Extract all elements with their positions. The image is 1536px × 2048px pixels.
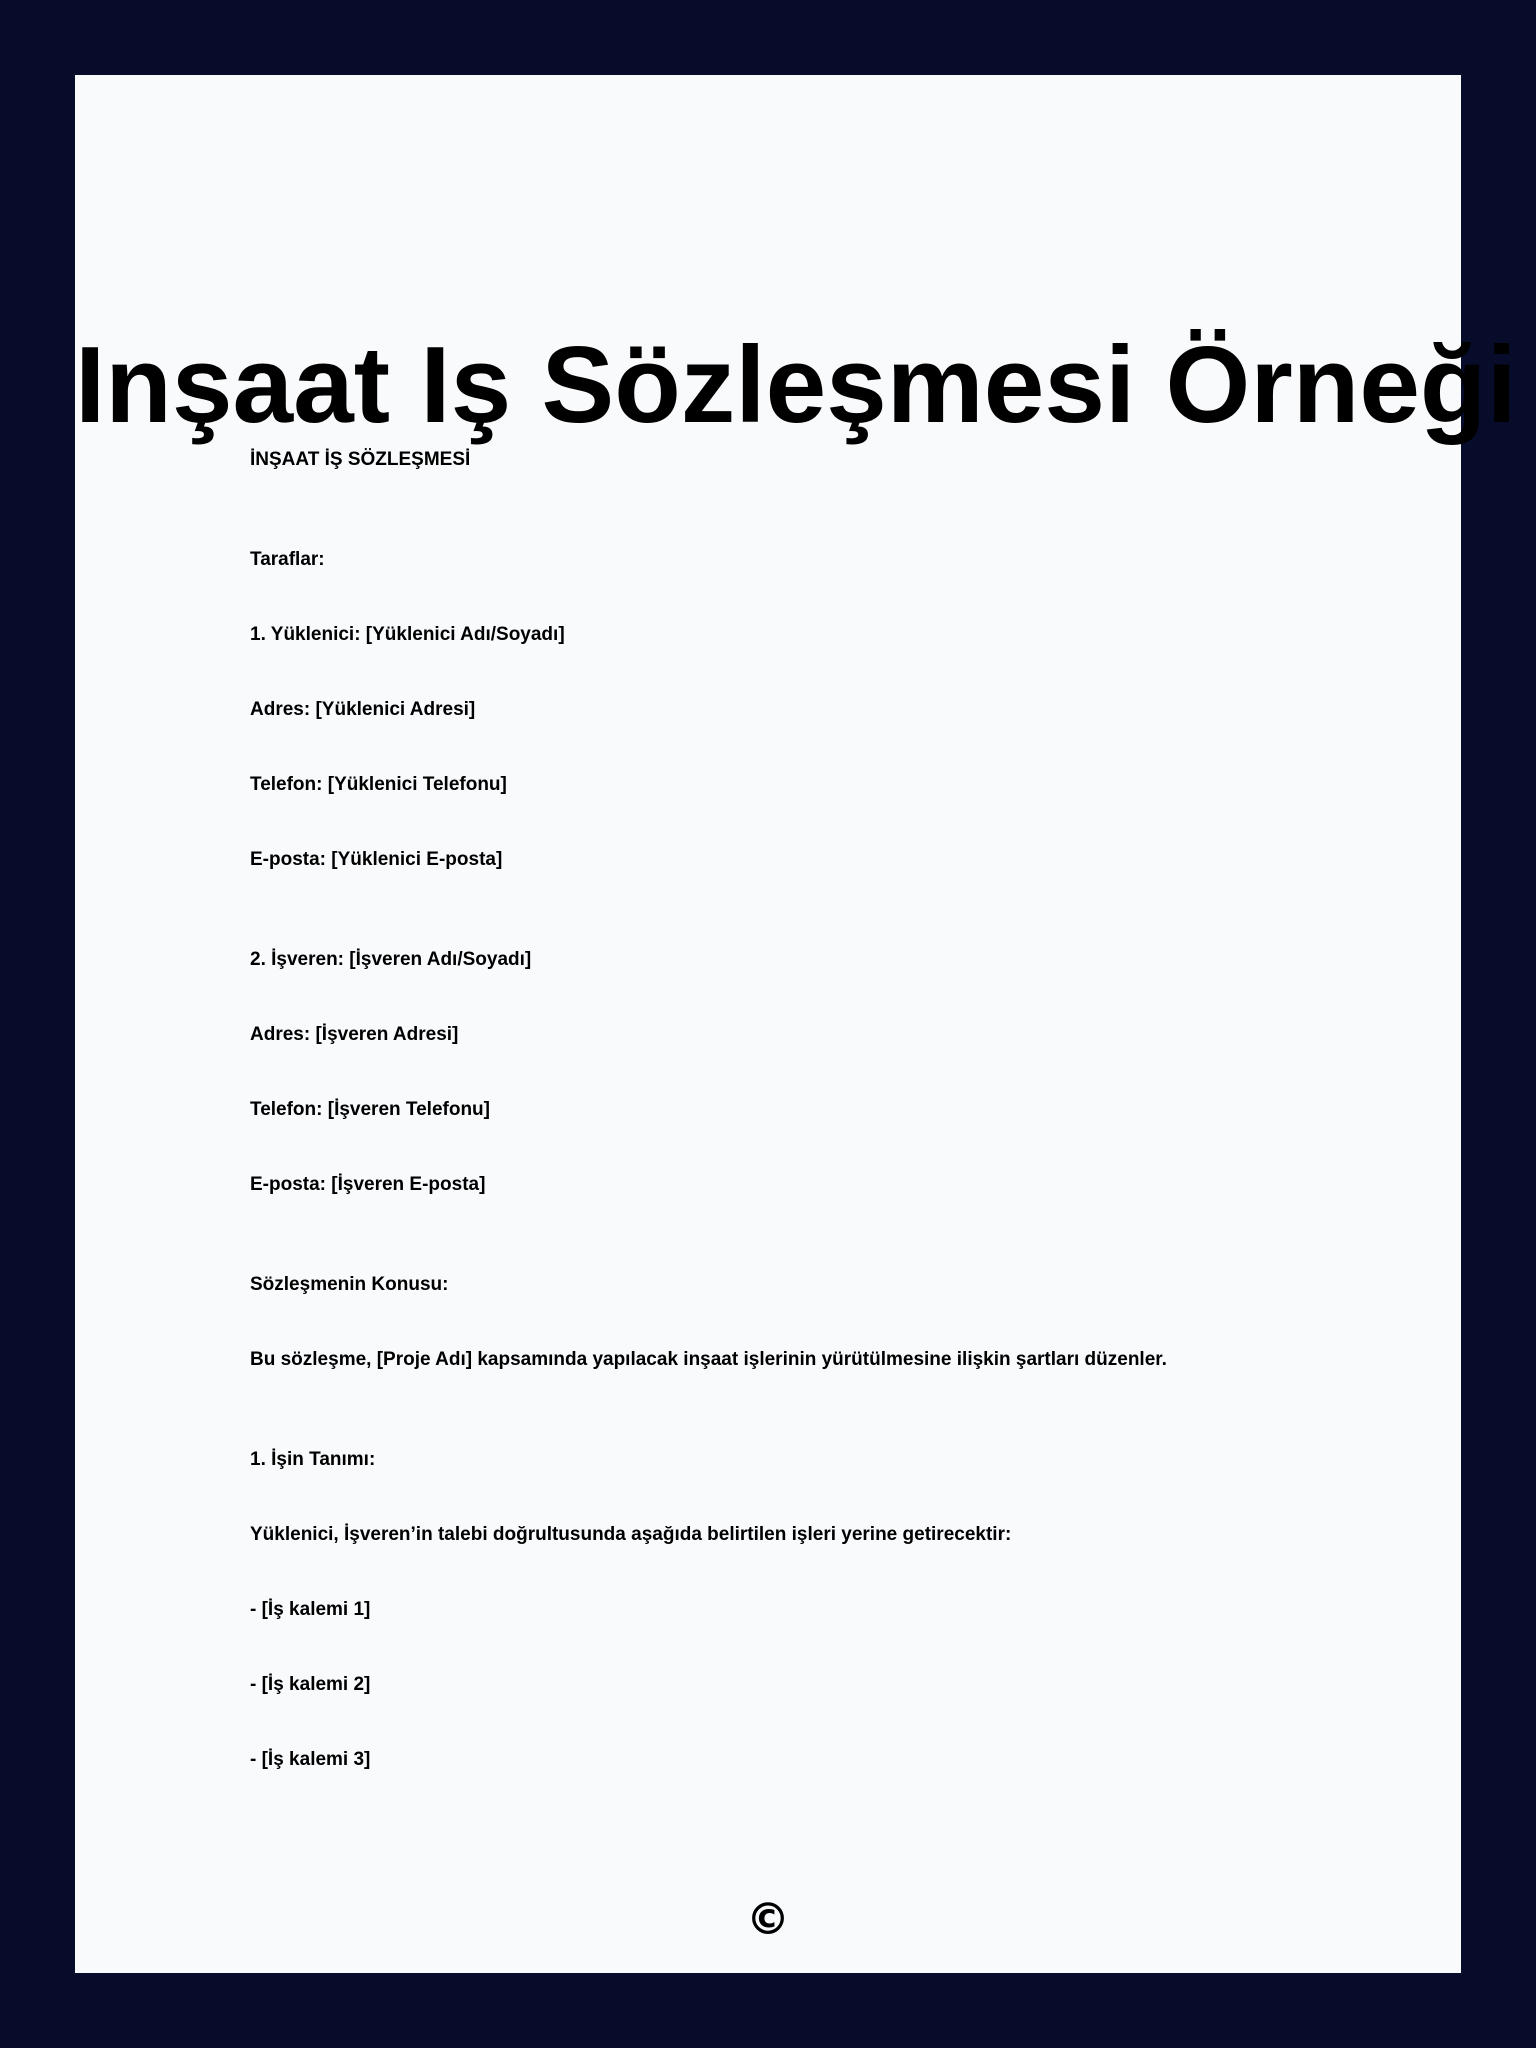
contract-heading: İNŞAAT İŞ SÖZLEŞMESİ (250, 449, 471, 470)
employer-address: Adres: [İşveren Adresi] (250, 1024, 459, 1045)
document-title: Inşaat Iş Sözleşmesi Örneği (75, 324, 1517, 446)
work-item: - [İş kalemi 3] (250, 1749, 371, 1770)
parties-label: Taraflar: (250, 549, 325, 570)
subject-label: Sözleşmenin Konusu: (250, 1274, 449, 1295)
section1-text: Yüklenici, İşveren’in talebi doğrultusunda aşağıda belirtilen işleri yerine getirecektir: (250, 1524, 1012, 1545)
contractor-phone: Telefon: [Yüklenici Telefonu] (250, 774, 507, 795)
document-page (75, 75, 1517, 1973)
employer-name: 2. İşveren: [İşveren Adı/Soyadı] (250, 949, 532, 970)
work-item: - [İş kalemi 1] (250, 1599, 371, 1620)
copyright-icon: © (746, 1894, 790, 1945)
contractor-address: Adres: [Yüklenici Adresi] (250, 699, 476, 720)
contractor-name: 1. Yüklenici: [Yüklenici Adı/Soyadı] (250, 624, 565, 645)
section1-label: 1. İşin Tanımı: (250, 1449, 376, 1470)
work-item: - [İş kalemi 2] (250, 1674, 371, 1695)
employer-email: E-posta: [İşveren E-posta] (250, 1174, 486, 1195)
subject-text: Bu sözleşme, [Proje Adı] kapsamında yapılacak inşaat işlerinin yürütülmesine ilişkin şartları düzenler. (250, 1349, 1167, 1370)
contractor-email: E-posta: [Yüklenici E-posta] (250, 849, 503, 870)
employer-phone: Telefon: [İşveren Telefonu] (250, 1099, 490, 1120)
